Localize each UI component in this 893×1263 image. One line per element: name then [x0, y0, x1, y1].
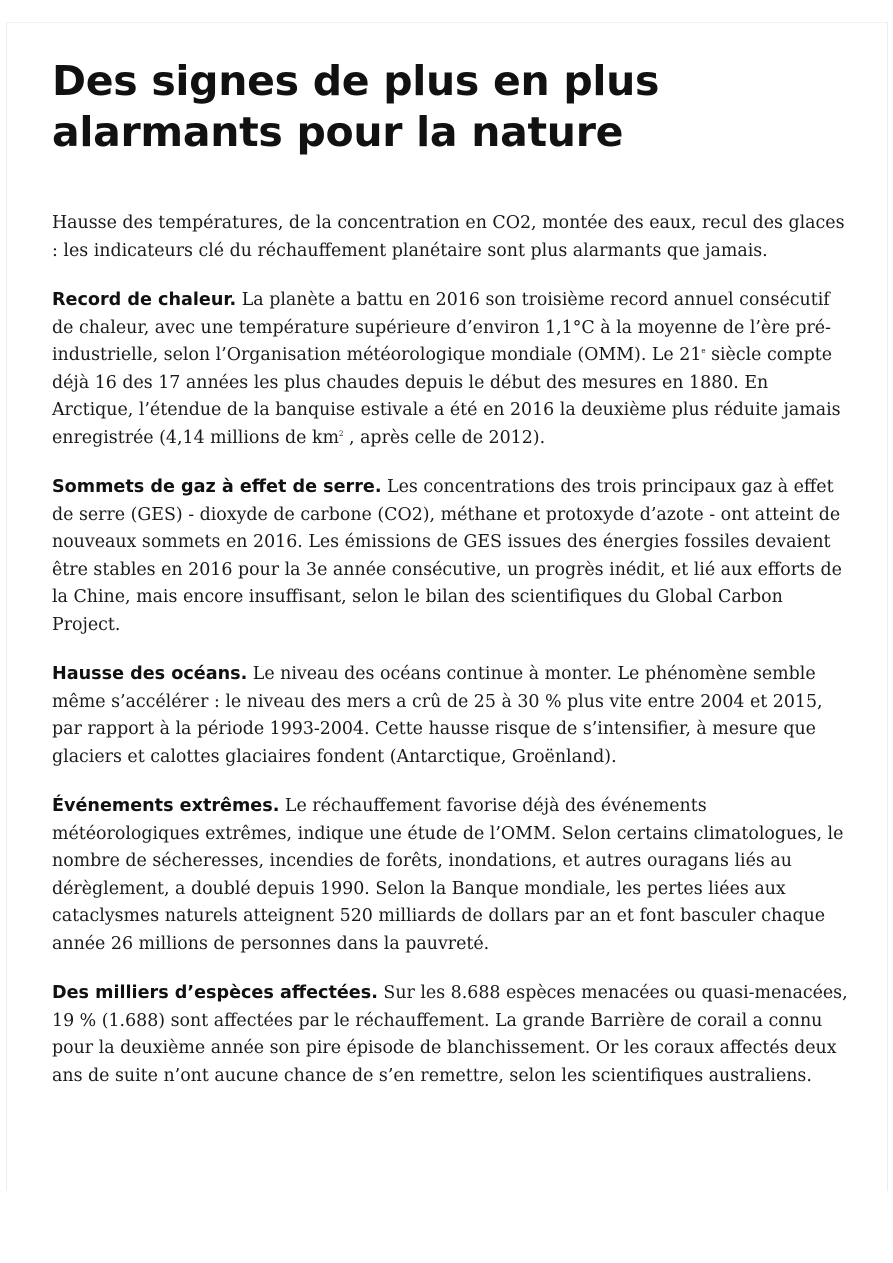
superscript-e: e: [701, 347, 706, 355]
section-evenements-extremes: [52, 793, 852, 958]
section-text: Les concentrations des trois principaux gaz à effet de serre (GES) - dioxyde de carbone (CO2), méthane et protoxyde d’azote - ont atteint de nouveaux sommets en 2016. Les émissions de GES issues des énergies fossiles devaient être stables en 2016 pour la 3e année consécutive, un progrès inédit, et lié aux efforts de la Chine, mais encore insuffisant, selon le bilan des scientifiques du Global Carbon Project.: [52, 477, 842, 635]
section-record-chaleur: [52, 287, 852, 452]
article-body: [52, 56, 852, 1090]
article-title: Des signes de plus en plus alarmants pour la nature: [52, 57, 660, 156]
section-text: Le réchauffement favorise déjà des événements météorologiques extrêmes, indique une étude de l’OMM. Selon certains climatologues, le nombre de sécheresses, incendies de forêts, inondations, et autres ouragans liés au dérèglement, a doublé depuis 1990. Selon la Banque mondiale, les pertes liées aux cataclysmes naturels atteignent 520 milliards de dollars par an et font basculer chaque année 26 millions de personnes dans la pauvreté.: [52, 796, 844, 954]
superscript-2: 2: [339, 429, 344, 438]
section-lead: Hausse des océans.: [52, 664, 248, 684]
section-lead: Des milliers d’espèces affectées.: [52, 983, 378, 1003]
section-text: Le niveau des océans continue à monter. Le phénomène semble même s’accélérer : le niveau des mers a crû de 25 à 30 % plus vite entre 2004 et 2015, par rapport à la période 1993-2004. Cette hausse risque de s’intensifier, à mesure que glaciers et calottes glaciaires fondent (Antarctique, Groënland).: [52, 664, 823, 767]
section-text: , après celle de 2012).: [343, 427, 546, 448]
document-page: [6, 22, 888, 1191]
section-text: siècle compte déjà 16 des 17 années les plus chaudes depuis le début des mesures en 1880. En Arctique, l’étendue de la banquise estivale a été en 2016 la deuxième plus réduite jamais enregistrée (4,14 millions de km: [52, 345, 841, 448]
section-hausse-oceans: [52, 661, 852, 771]
section-lead: Record de chaleur.: [52, 290, 237, 310]
section-lead: Événements extrêmes.: [52, 796, 280, 816]
section-lead: Sommets de gaz à effet de serre.: [52, 477, 382, 497]
section-especes-affectees: [52, 980, 852, 1090]
section-text: La planète a battu en 2016 son troisième record annuel consécutif de chaleur, avec une température supérieure d’environ 1,1°C à la moyenne de l’ère pré-industrielle, selon l’Organisation météorologique mondiale (OMM). Le 21: [52, 290, 831, 365]
section-gaz-effet-serre: [52, 474, 852, 639]
section-text: Sur les 8.688 espèces menacées ou quasi-menacées, 19 % (1.688) sont affectées par le réchauffement. La grande Barrière de corail a connu pour la deuxième année son pire épisode de blanchissement. Or les coraux affectés deux ans de suite n’ont aucune chance de s’en remettre, selon les scientifiques australiens.: [52, 983, 848, 1086]
article-intro: Hausse des températures, de la concentration en CO2, montée des eaux, recul des glaces : les indicateurs clé du réchauffement planétaire sont plus alarmants que jamais.: [52, 213, 845, 261]
